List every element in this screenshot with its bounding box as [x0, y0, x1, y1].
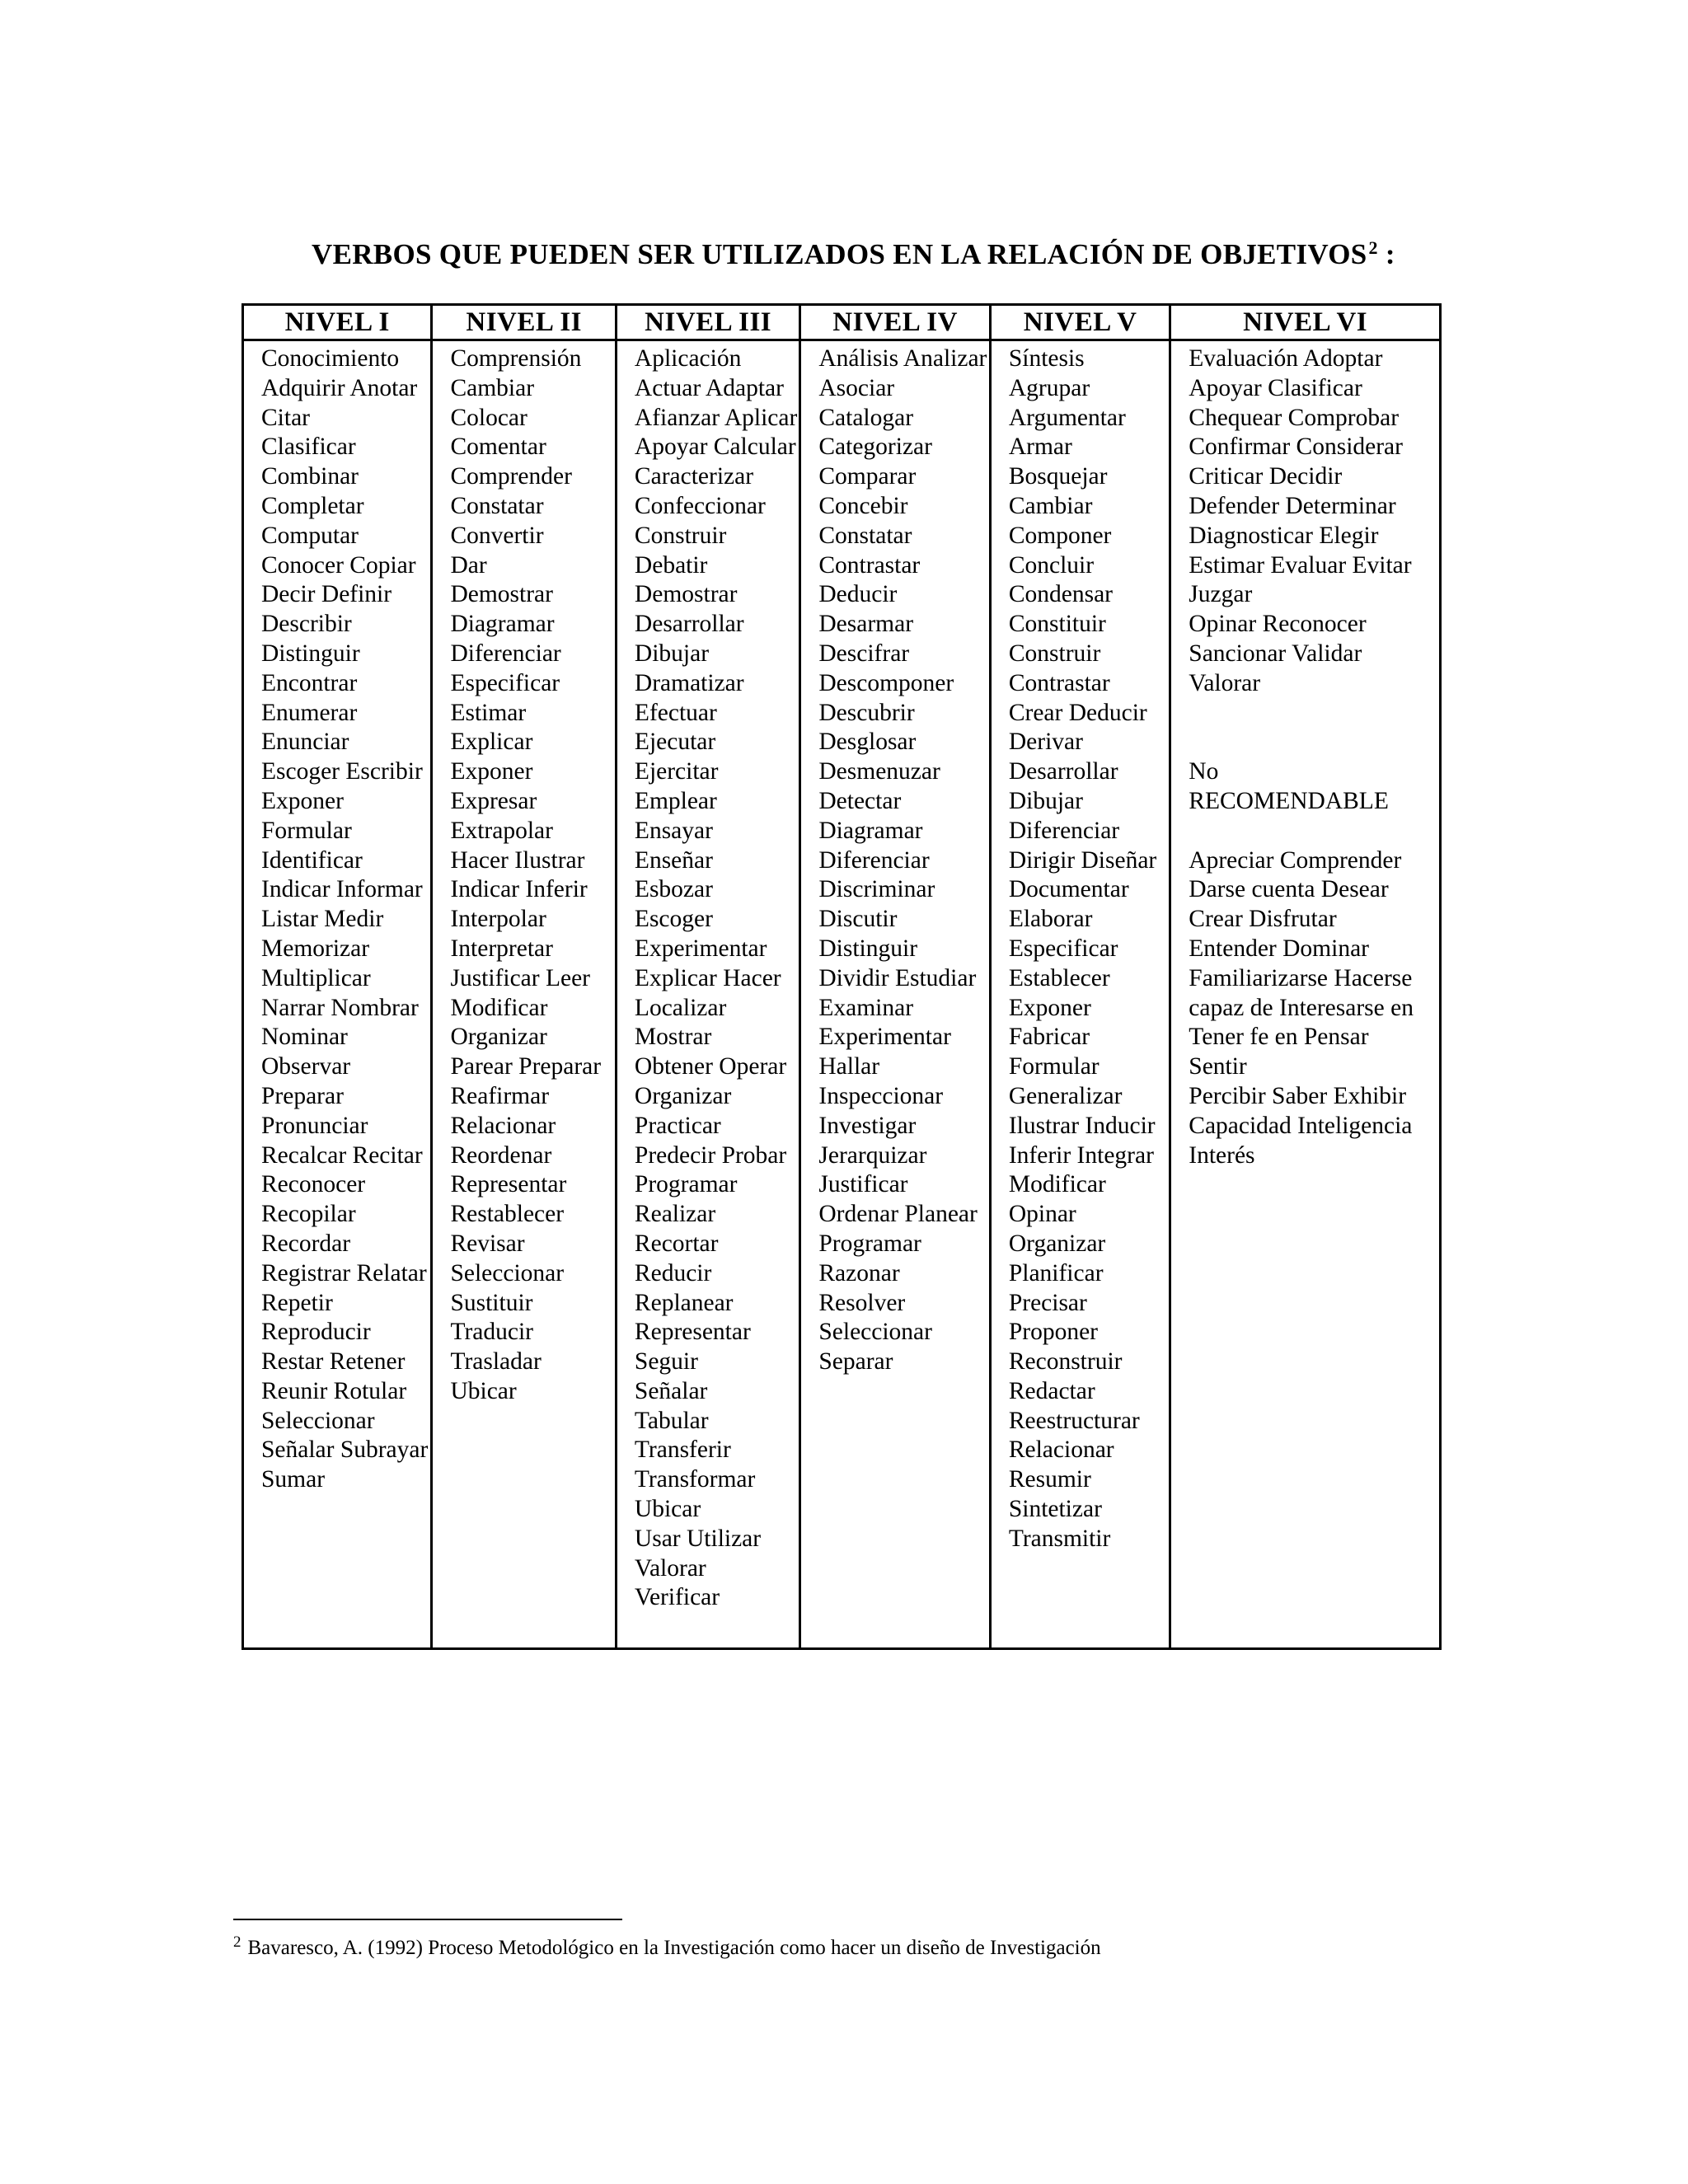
- verb-line: Reducir: [634, 1259, 712, 1286]
- verb-line: Descubrir: [818, 699, 915, 726]
- verb-line: Señalar: [634, 1377, 708, 1404]
- verb-line: Inferir Integrar: [1008, 1141, 1154, 1169]
- verb-line: Experimentar: [634, 935, 767, 962]
- verb-line: Modificar: [450, 994, 548, 1021]
- verb-line: Elaborar: [1008, 906, 1093, 933]
- verb-line: Desglosar: [818, 729, 917, 756]
- verb-line: Listar Medir: [261, 906, 384, 933]
- verb-line: Recopilar: [261, 1201, 356, 1228]
- verb-line: Jerarquizar: [818, 1141, 927, 1169]
- verb-line: Practicar: [634, 1112, 721, 1139]
- verb-line: Citar: [261, 404, 310, 431]
- verb-line: Juzgar: [1189, 581, 1253, 608]
- verb-line: Descifrar: [818, 640, 910, 667]
- verb-line: Explicar Hacer: [634, 964, 781, 991]
- verb-line: Proponer: [1008, 1319, 1098, 1346]
- verb-line: Indicar Inferir: [450, 876, 588, 903]
- verb-line: Justificar: [818, 1171, 908, 1198]
- verb-line: Modificar: [1008, 1171, 1106, 1198]
- verb-line: Diferenciar: [450, 640, 561, 667]
- verb-line: Reunir Rotular: [261, 1377, 407, 1404]
- verb-line: Chequear Comprobar: [1189, 404, 1400, 431]
- column-cell: [616, 340, 799, 1649]
- verb-line: Emplear: [634, 787, 717, 814]
- verb-line: Desarrollar: [634, 611, 744, 638]
- verb-line: Documentar: [1008, 876, 1129, 903]
- verb-line: Hallar: [818, 1053, 880, 1080]
- verb-line: Generalizar: [1008, 1082, 1123, 1109]
- verb-line: Transmitir: [1008, 1525, 1111, 1552]
- verb-line: Derivar: [1008, 729, 1083, 756]
- verb-line: Multiplicar: [261, 964, 371, 991]
- verb-line: Relacionar: [1008, 1436, 1114, 1464]
- verb-line: Entender Dominar: [1189, 935, 1369, 962]
- verb-line: Confirmar Considerar: [1189, 434, 1403, 461]
- verb-line: Computar: [261, 522, 359, 549]
- verb-line: Estimar: [450, 699, 527, 726]
- verb-line: Opinar Reconocer: [1189, 611, 1367, 638]
- verb-line: Discriminar: [818, 876, 935, 903]
- verb-line: Decir Definir: [261, 581, 392, 608]
- verb-line: Detectar: [818, 787, 902, 814]
- verb-line: Distinguir: [818, 935, 918, 962]
- verb-line: Opinar: [1008, 1201, 1076, 1228]
- verb-line: Hacer Ilustrar: [450, 846, 585, 874]
- column-header: NIVEL I: [243, 305, 432, 340]
- verb-line: Redactar: [1008, 1377, 1095, 1404]
- column-cell: [243, 340, 432, 1649]
- verb-line: Distinguir: [261, 640, 360, 667]
- verb-line: Dar: [450, 551, 487, 579]
- verb-line: Preparar: [261, 1082, 344, 1109]
- verb-line: Actuar Adaptar: [634, 374, 784, 401]
- verb-line: Comparar: [818, 463, 917, 490]
- verb-line: Ilustrar Inducir: [1008, 1112, 1156, 1139]
- verb-line: Organizar: [1008, 1230, 1106, 1257]
- verb-line: Establecer: [1008, 964, 1110, 991]
- verb-line: Replanear: [634, 1289, 734, 1316]
- verb-line: Interpolar: [450, 906, 546, 933]
- title-suffix: :: [1377, 238, 1395, 270]
- verb-line: Argumentar: [1008, 404, 1126, 431]
- verb-line: Seleccionar: [450, 1259, 565, 1286]
- verb-line: Afianzar Aplicar: [634, 404, 798, 431]
- verb-line: Diferenciar: [818, 846, 930, 874]
- verb-line: Desarmar: [818, 611, 914, 638]
- verb-line: Recalcar Recitar: [261, 1141, 423, 1169]
- verb-line: Completar: [261, 492, 364, 519]
- verb-line: Indicar Informar: [261, 876, 423, 903]
- verb-line: Ejecutar: [634, 729, 716, 756]
- verb-line: Caracterizar: [634, 463, 754, 490]
- verb-line: [1189, 728, 1439, 757]
- verb-line: Concebir: [818, 492, 908, 519]
- verb-line: Explicar: [450, 729, 533, 756]
- verb-line: Traducir: [450, 1319, 533, 1346]
- verb-line: Descomponer: [818, 669, 954, 696]
- verb-line: Desarrollar: [1008, 758, 1118, 785]
- verb-line: Reconocer: [261, 1171, 366, 1198]
- verb-line: Debatir: [634, 551, 708, 579]
- column-header: NIVEL IV: [800, 305, 990, 340]
- verb-line: Describir: [261, 611, 352, 638]
- column-cell: [990, 340, 1170, 1649]
- verb-line: Darse cuenta Desear: [1189, 876, 1389, 903]
- verb-line: Restablecer: [450, 1201, 565, 1228]
- verb-line: Reconstruir: [1008, 1348, 1123, 1376]
- verb-line: Evaluación Adoptar: [1189, 345, 1383, 372]
- verb-line: Síntesis: [1008, 345, 1085, 372]
- verb-line: Efectuar: [634, 699, 717, 726]
- verb-line: Enseñar: [634, 846, 713, 874]
- verb-line: Condensar: [1008, 581, 1114, 608]
- column-header: NIVEL III: [616, 305, 799, 340]
- verb-line: Reafirmar: [450, 1082, 550, 1109]
- verb-line: Interés: [1189, 1141, 1255, 1169]
- verb-line: Formular: [1008, 1053, 1100, 1080]
- verb-line: Agrupar: [1008, 374, 1090, 401]
- verb-line: Ubicar: [634, 1496, 701, 1523]
- verb-line: Enunciar: [261, 729, 349, 756]
- verb-line: Predecir Probar: [634, 1141, 787, 1169]
- verb-line: Dibujar: [1008, 787, 1083, 814]
- verb-line: Registrar Relatar: [261, 1259, 427, 1286]
- title-footnote-ref: 2: [1368, 237, 1378, 258]
- verb-line: Exponer: [450, 758, 533, 785]
- verb-line: Ubicar: [450, 1377, 517, 1404]
- verb-line: Aplicación: [634, 345, 742, 372]
- verb-line: Escoger Escribir: [261, 758, 423, 785]
- verb-line: Ensayar: [634, 817, 713, 844]
- verb-line: Crear Disfrutar: [1189, 906, 1337, 933]
- verb-line: Valorar: [1189, 669, 1261, 696]
- verb-line: [1189, 817, 1439, 846]
- verb-line: Planificar: [1008, 1259, 1104, 1286]
- verb-line: Percibir Saber Exhibir: [1189, 1082, 1407, 1109]
- verb-line: Justificar Leer: [450, 964, 591, 991]
- verb-line: Organizar: [450, 1024, 547, 1051]
- verb-line: Construir: [634, 522, 727, 549]
- verb-line: Escoger: [634, 906, 713, 933]
- verb-line: Concluir: [1008, 551, 1095, 579]
- verb-line: Demostrar: [634, 581, 738, 608]
- verb-line: Razonar: [818, 1259, 900, 1286]
- verb-line: Mostrar: [634, 1024, 712, 1051]
- verb-line: Sustituir: [450, 1289, 533, 1316]
- verb-line: Valorar: [634, 1554, 706, 1582]
- verb-line: Deducir: [818, 581, 898, 608]
- footnote: [233, 1933, 1101, 1960]
- verb-line: Sancionar Validar: [1189, 640, 1362, 667]
- verb-line: Dramatizar: [634, 669, 744, 696]
- verb-line: Reordenar: [450, 1141, 552, 1169]
- verb-line: Fabricar: [1008, 1024, 1090, 1051]
- footnote-text: Bavaresco, A. (1992) Proceso Metodológico en la Investigación como hacer un diseño de Investigación: [247, 1937, 1101, 1959]
- verb-line: Usar Utilizar: [634, 1525, 762, 1552]
- column-header: NIVEL VI: [1170, 305, 1441, 340]
- verb-line: Resumir: [1008, 1466, 1091, 1493]
- verb-line: Criticar Decidir: [1189, 463, 1343, 490]
- verb-line: Memorizar: [261, 935, 370, 962]
- verb-line: capaz de Interesarse en: [1189, 994, 1414, 1021]
- verb-line: Transformar: [634, 1466, 756, 1493]
- verb-line: Verificar: [634, 1584, 720, 1611]
- verb-line: Reestructurar: [1008, 1407, 1140, 1434]
- verb-line: Especificar: [1008, 935, 1118, 962]
- verb-line: Inspeccionar: [818, 1082, 944, 1109]
- verb-line: Transferir: [634, 1436, 731, 1464]
- column-header: NIVEL V: [990, 305, 1170, 340]
- verb-line: Constituir: [1008, 611, 1106, 638]
- verb-line: Repetir: [261, 1289, 333, 1316]
- verb-line: Tener fe en Pensar: [1189, 1024, 1369, 1051]
- verb-line: Bosquejar: [1008, 463, 1108, 490]
- verb-line: Convertir: [450, 522, 544, 549]
- verb-line: Recordar: [261, 1230, 351, 1257]
- verb-line: Defender Determinar: [1189, 492, 1396, 519]
- verb-line: [1189, 699, 1439, 729]
- verb-line: Ordenar Planear: [818, 1201, 978, 1228]
- verb-line: Restar Retener: [261, 1348, 406, 1376]
- verb-line: Dividir Estudiar: [818, 964, 977, 991]
- verb-line: Exponer: [1008, 994, 1091, 1021]
- verb-line: Clasificar: [261, 434, 356, 461]
- verb-line: RECOMENDABLE: [1189, 787, 1389, 814]
- verb-line: Crear Deducir: [1008, 699, 1147, 726]
- verb-line: Desmenuzar: [818, 758, 940, 785]
- verb-line: Precisar: [1008, 1289, 1087, 1316]
- verb-line: Cambiar: [1008, 492, 1093, 519]
- verb-line: Expresar: [450, 787, 537, 814]
- verb-line: Capacidad Inteligencia: [1189, 1112, 1413, 1139]
- verb-line: Sintetizar: [1008, 1496, 1102, 1523]
- title-text: VERBOS QUE PUEDEN SER UTILIZADOS EN LA RELACIÓN DE OBJETIVOS: [312, 238, 1367, 270]
- verb-line: Adquirir Anotar: [261, 374, 418, 401]
- verb-line: Comprensión: [450, 345, 582, 372]
- verb-line: Diferenciar: [1008, 817, 1120, 844]
- verb-line: Examinar: [818, 994, 914, 1021]
- verb-line: Realizar: [634, 1201, 716, 1228]
- verb-line: Representar: [634, 1319, 751, 1346]
- verb-line: Relacionar: [450, 1112, 556, 1139]
- verb-line: Encontrar: [261, 669, 358, 696]
- verb-line: Localizar: [634, 994, 727, 1021]
- verb-line: Armar: [1008, 434, 1072, 461]
- verb-line: Identificar: [261, 846, 363, 874]
- verb-line: Seleccionar: [818, 1319, 932, 1346]
- verb-line: Resolver: [818, 1289, 906, 1316]
- verb-line: Sumar: [261, 1466, 326, 1493]
- verb-line: Programar: [634, 1171, 738, 1198]
- verb-line: Comentar: [450, 434, 546, 461]
- page-title: [312, 237, 1507, 271]
- verb-line: Colocar: [450, 404, 528, 431]
- verb-line: Apoyar Clasificar: [1189, 374, 1362, 401]
- verb-line: Extrapolar: [450, 817, 553, 844]
- table-header-row: [243, 305, 1441, 340]
- verb-line: Diagramar: [450, 611, 555, 638]
- verb-line: Diagnosticar Elegir: [1189, 522, 1379, 549]
- verb-line: Contrastar: [1008, 669, 1110, 696]
- verb-line: Formular: [261, 817, 352, 844]
- verb-line: Separar: [818, 1348, 893, 1376]
- verb-line: Recortar: [634, 1230, 719, 1257]
- verb-line: Apoyar Calcular: [634, 434, 796, 461]
- verb-line: Señalar Subrayar: [261, 1436, 429, 1464]
- verb-line: Sentir: [1189, 1053, 1247, 1080]
- column-cell: [432, 340, 616, 1649]
- verb-line: Discutir: [818, 906, 898, 933]
- verb-line: Interpretar: [450, 935, 553, 962]
- verb-line: Especificar: [450, 669, 560, 696]
- verb-line: Programar: [818, 1230, 921, 1257]
- verb-line: Enumerar: [261, 699, 358, 726]
- verb-line: Experimentar: [818, 1024, 951, 1051]
- verb-line: Esbozar: [634, 876, 713, 903]
- verb-line: Demostrar: [450, 581, 553, 608]
- verb-line: Cambiar: [450, 374, 535, 401]
- column-cell: [1170, 340, 1441, 1649]
- verb-line: Conocimiento: [261, 345, 400, 372]
- verb-line: Dirigir Diseñar: [1008, 846, 1157, 874]
- verb-line: Organizar: [634, 1082, 732, 1109]
- verb-line: Asociar: [818, 374, 895, 401]
- verb-line: Comprender: [450, 463, 572, 490]
- verb-line: Observar: [261, 1053, 351, 1080]
- verb-line: Pronunciar: [261, 1112, 368, 1139]
- verb-line: Obtener Operar: [634, 1053, 787, 1080]
- verbs-table: [241, 303, 1442, 1650]
- verb-line: Trasladar: [450, 1348, 542, 1376]
- verb-line: Conocer Copiar: [261, 551, 416, 579]
- verb-line: Nominar: [261, 1024, 348, 1051]
- verb-line: Análisis Analizar: [818, 345, 987, 372]
- column-cell: [800, 340, 990, 1649]
- verb-line: Apreciar Comprender: [1189, 846, 1402, 874]
- verb-line: Construir: [1008, 640, 1101, 667]
- verb-line: Reproducir: [261, 1319, 371, 1346]
- verb-line: Confeccionar: [634, 492, 766, 519]
- column-header: NIVEL II: [432, 305, 616, 340]
- verb-line: Investigar: [818, 1112, 917, 1139]
- verb-line: Tabular: [634, 1407, 709, 1434]
- footnote-separator: [233, 1919, 622, 1920]
- verb-line: Seleccionar: [261, 1407, 375, 1434]
- verb-line: Categorizar: [818, 434, 932, 461]
- verb-line: Catalogar: [818, 404, 914, 431]
- verb-line: Revisar: [450, 1230, 525, 1257]
- verb-line: Narrar Nombrar: [261, 994, 419, 1021]
- verb-line: Constatar: [450, 492, 544, 519]
- verb-line: Constatar: [818, 522, 912, 549]
- verb-line: Combinar: [261, 463, 359, 490]
- verb-line: Seguir: [634, 1348, 698, 1376]
- verb-line: Familiarizarse Hacerse: [1189, 964, 1413, 991]
- footnote-number: 2: [233, 1933, 241, 1951]
- verb-line: No: [1189, 758, 1219, 785]
- verb-line: Contrastar: [818, 551, 921, 579]
- table-body-row: [243, 340, 1441, 1649]
- verb-line: Ejercitar: [634, 758, 719, 785]
- verb-line: Dibujar: [634, 640, 710, 667]
- verb-line: Parear Preparar: [450, 1053, 602, 1080]
- verb-line: Representar: [450, 1171, 567, 1198]
- verb-line: Estimar Evaluar Evitar: [1189, 551, 1412, 579]
- verb-line: Exponer: [261, 787, 344, 814]
- verb-line: Diagramar: [818, 817, 923, 844]
- verb-line: Componer: [1008, 522, 1112, 549]
